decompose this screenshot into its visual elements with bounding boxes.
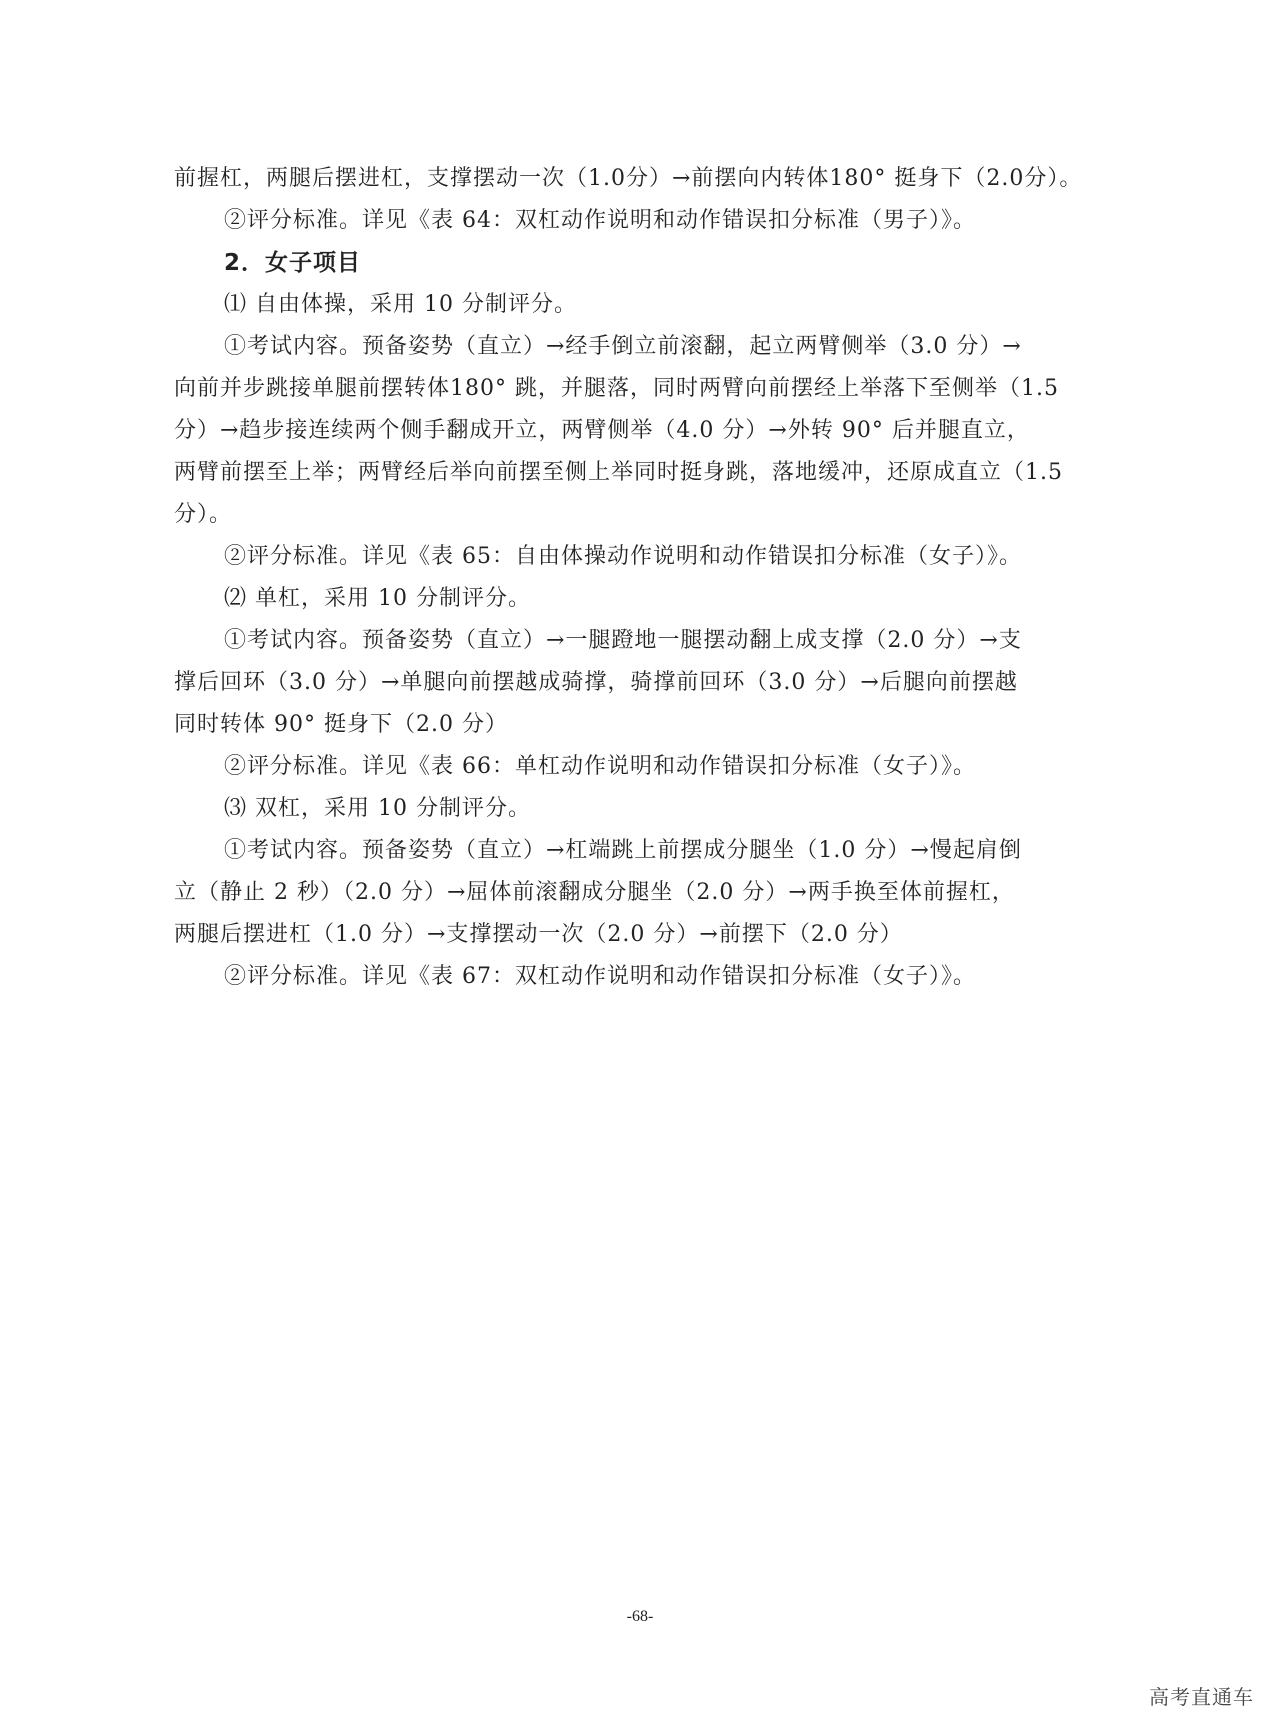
- document-body: [174, 158, 1098, 998]
- section-heading: 2．女子项目: [224, 250, 362, 276]
- paragraph-line: ①考试内容。预备姿势（直立）→经手倒立前滚翻，起立两臂侧举（3.0 分）→: [224, 334, 1022, 359]
- paragraph-line: 立（静止 2 秒）（2.0 分）→屈体前滚翻成分腿坐（2.0 分）→两手换至体前握杠，: [174, 880, 1015, 905]
- paragraph-line: ⑴ 自由体操，采用 10 分制评分。: [224, 292, 577, 317]
- paragraph-line: ②评分标准。详见《表 64：双杠动作说明和动作错误扣分标准（男子）》。: [224, 208, 976, 233]
- paragraph-line: ⑵ 单杠，采用 10 分制评分。: [224, 586, 531, 611]
- paragraph-line: 同时转体 90° 挺身下（2.0 分）: [174, 712, 508, 737]
- page-number: -68-: [626, 1608, 654, 1625]
- paragraph-line: 分）。: [174, 502, 233, 527]
- paragraph-line: ①考试内容。预备姿势（直立）→一腿蹬地一腿摆动翻上成支撑（2.0 分）→支: [224, 628, 1022, 653]
- paragraph-line: ②评分标准。详见《表 65：自由体操动作说明和动作错误扣分标准（女子）》。: [224, 544, 1022, 569]
- paragraph-line: 前握杠，两腿后摆进杠，支撑摆动一次（1.0分）→前摆向内转体180° 挺身下（2.0分）。: [174, 166, 1083, 191]
- paragraph-line: ①考试内容。预备姿势（直立）→杠端跳上前摆成分腿坐（1.0 分）→慢起肩倒: [224, 838, 1022, 863]
- paragraph-line: ②评分标准。详见《表 66：单杠动作说明和动作错误扣分标准（女子）》。: [224, 754, 976, 779]
- watermark-text: 高考直通车: [1149, 1685, 1254, 1709]
- paragraph-line: 两腿后摆进杠（1.0 分）→支撑摆动一次（2.0 分）→前摆下（2.0 分）: [174, 922, 903, 947]
- paragraph-line: ②评分标准。详见《表 67：双杠动作说明和动作错误扣分标准（女子）》。: [224, 964, 976, 989]
- paragraph-line: 向前并步跳接单腿前摆转体180° 跳，并腿落，同时两臂向前摆经上举落下至侧举（1.5: [174, 376, 1059, 401]
- paragraph-line: 分）→趋步接连续两个侧手翻成开立，两臂侧举（4.0 分）→外转 90° 后并腿直立，: [174, 418, 1030, 443]
- paragraph-line: 撑后回环（3.0 分）→单腿向前摆越成骑撑，骑撑前回环（3.0 分）→后腿向前摆越: [174, 670, 1018, 695]
- paragraph-line: 两臂前摆至上举；两臂经后举向前摆至侧上举同时挺身跳，落地缓冲，还原成直立（1.5: [174, 460, 1063, 485]
- paragraph-line: ⑶ 双杠，采用 10 分制评分。: [224, 796, 531, 821]
